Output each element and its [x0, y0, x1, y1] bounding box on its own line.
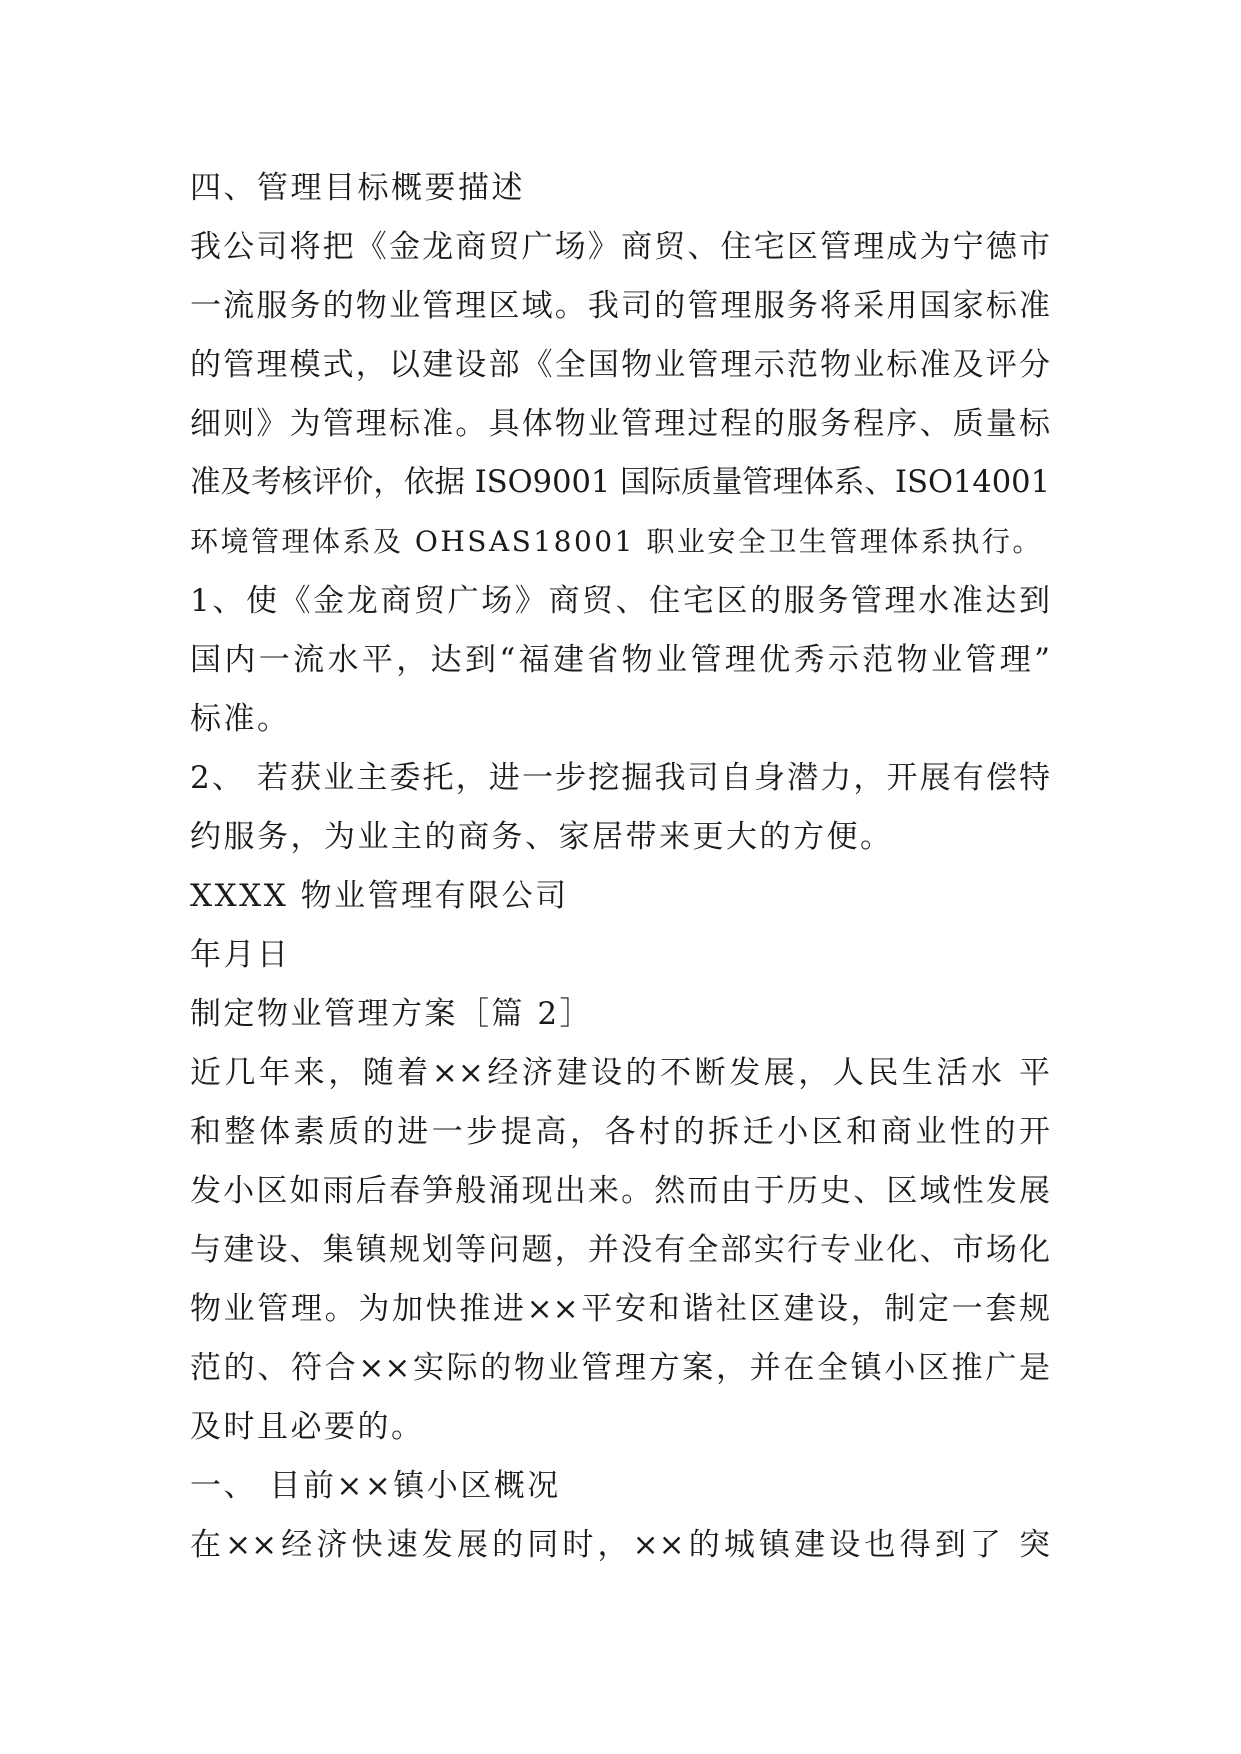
company-signature: XXXX 物业管理有限公司: [190, 878, 569, 914]
paragraph-line: 一流服务的物业管理区域。我司的管理服务将采用国家标准: [190, 288, 1050, 324]
paragraph-line: 范的、符合××实际的物业管理方案，并在全镇小区推广是: [190, 1350, 1050, 1386]
paragraph-line: 细则》为管理标准。具体物业管理过程的服务程序、质量标: [190, 406, 1050, 442]
section-heading-management-goals: 四、管理目标概要描述: [190, 170, 525, 206]
paragraph-line: 与建设、集镇规划等问题，并没有全部实行专业化、市场化: [190, 1232, 1050, 1268]
paragraph-line: 物业管理。为加快推进××平安和谐社区建设，制定一套规: [190, 1291, 1050, 1327]
paragraph-line: 环境管理体系及 OHSAS18001 职业安全卫生管理体系执行。: [190, 525, 1043, 558]
list-item-line: 1、使《金龙商贸广场》商贸、住宅区的服务管理水准达到: [190, 583, 1050, 619]
paragraph-line: 和整体素质的进一步提高，各村的拆迁小区和商业性的开: [190, 1114, 1050, 1150]
date-line: 年月日: [190, 937, 291, 973]
list-item-line: 国内一流水平，达到“福建省物业管理优秀示范物业管理”: [190, 642, 1050, 678]
paragraph-line: 及时且必要的。: [190, 1409, 425, 1445]
list-item-line: 约服务，为业主的商务、家居带来更大的方便。: [190, 819, 894, 855]
section-heading-town-overview: 一、 目前××镇小区概况: [190, 1468, 561, 1504]
paragraph-line: 近几年来，随着××经济建设的不断发展，人民生活水 平: [190, 1055, 1050, 1091]
paragraph-line: 在××经济快速发展的同时，××的城镇建设也得到了 突: [190, 1527, 1050, 1563]
paragraph-line: 发小区如雨后春笋般涌现出来。然而由于历史、区域性发展: [190, 1173, 1050, 1209]
paragraph-line: 准及考核评价，依据 ISO9001 国际质量管理体系、ISO14001: [190, 465, 1050, 500]
list-item-line: 标准。: [190, 701, 291, 737]
paragraph-line: 的管理模式，以建设部《全国物业管理示范物业标准及评分: [190, 347, 1050, 383]
paragraph-line: 我公司将把《金龙商贸广场》商贸、住宅区管理成为宁德市: [190, 229, 1050, 265]
list-item-line: 2、 若获业主委托，进一步挖掘我司自身潜力，开展有偿特: [190, 760, 1050, 796]
article-title: 制定物业管理方案［篇 2］: [190, 996, 594, 1032]
